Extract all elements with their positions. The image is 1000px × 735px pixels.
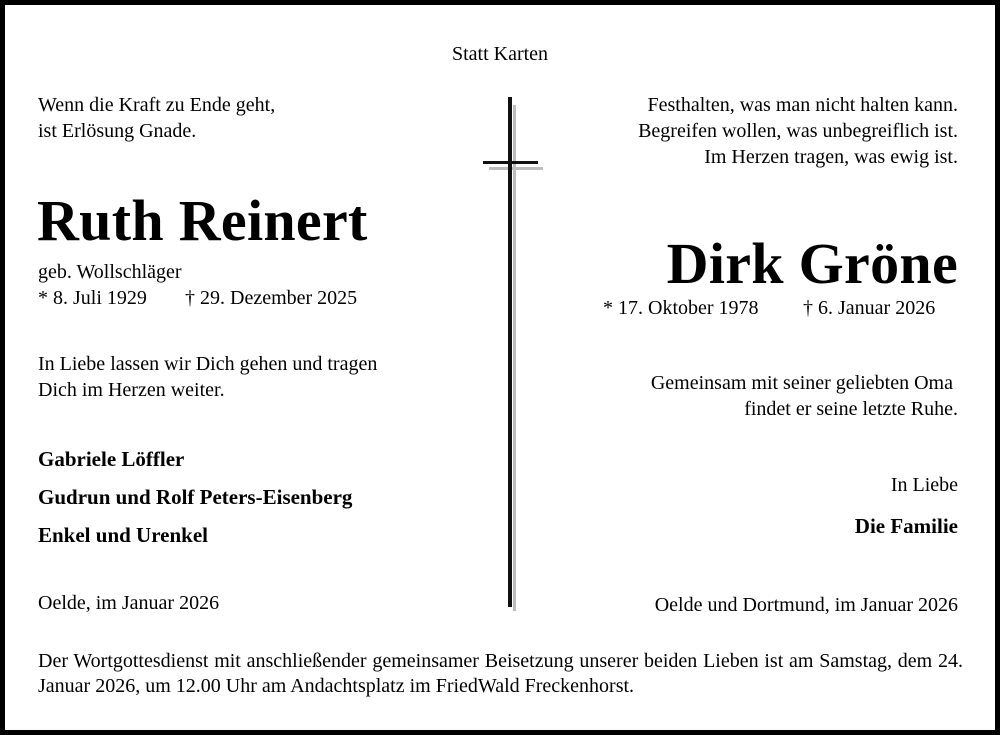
right-death-date: † 6. Januar 2026: [803, 297, 936, 319]
cross-shadow: [513, 105, 516, 611]
cross-arm: [483, 161, 538, 164]
deceased-name-left: Ruth Reinert: [37, 188, 368, 253]
right-message-line-1: Gemeinsam mit seiner geliebten Oma: [650, 372, 953, 394]
cross-icon: [508, 97, 512, 607]
right-birth-date: * 17. Oktober 1978: [603, 297, 759, 319]
mourner-3: Enkel und Urenkel: [38, 523, 208, 547]
left-place-date: Oelde, im Januar 2026: [38, 592, 220, 614]
left-death-date: † 29. Dezember 2025: [185, 287, 358, 309]
service-announcement: Der Wortgottesdienst mit anschließender gemeinsamer Beisetzung unserer beiden Lieben ist am Samstag, dem 24. Januar 2026, um 12.00 Uhr am Andachtsplatz im FriedWald Freckenhorst.: [38, 650, 963, 697]
left-birth-date: * 8. Juli 1929: [38, 287, 147, 309]
right-message-line-2: findet er seine letzte Ruhe.: [744, 398, 958, 420]
maiden-name: geb. Wollschläger: [38, 261, 182, 283]
right-quote-line-1: Festhalten, was man nicht halten kann.: [647, 94, 958, 116]
right-place-date: Oelde und Dortmund, im Januar 2026: [654, 594, 958, 616]
left-message-line-1: In Liebe lassen wir Dich gehen und tragen: [38, 353, 378, 375]
left-quote-line-2: ist Erlösung Gnade.: [38, 120, 197, 142]
closing-in-liebe: In Liebe: [890, 474, 958, 496]
left-quote-line-1: Wenn die Kraft zu Ende geht,: [38, 94, 276, 116]
right-quote-line-2: Begreifen wollen, was unbegreiflich ist.: [638, 120, 958, 142]
cross-arm-shadow: [489, 167, 543, 170]
deceased-name-right: Dirk Gröne: [666, 231, 958, 296]
left-message-line-2: Dich im Herzen weiter.: [38, 379, 225, 401]
mourner-2: Gudrun und Rolf Peters-Eisenberg: [38, 485, 353, 509]
signature-family: Die Familie: [854, 514, 958, 538]
header-title: Statt Karten: [451, 43, 549, 65]
mourner-1: Gabriele Löffler: [38, 447, 185, 471]
right-quote-line-3: Im Herzen tragen, was ewig ist.: [704, 146, 958, 168]
